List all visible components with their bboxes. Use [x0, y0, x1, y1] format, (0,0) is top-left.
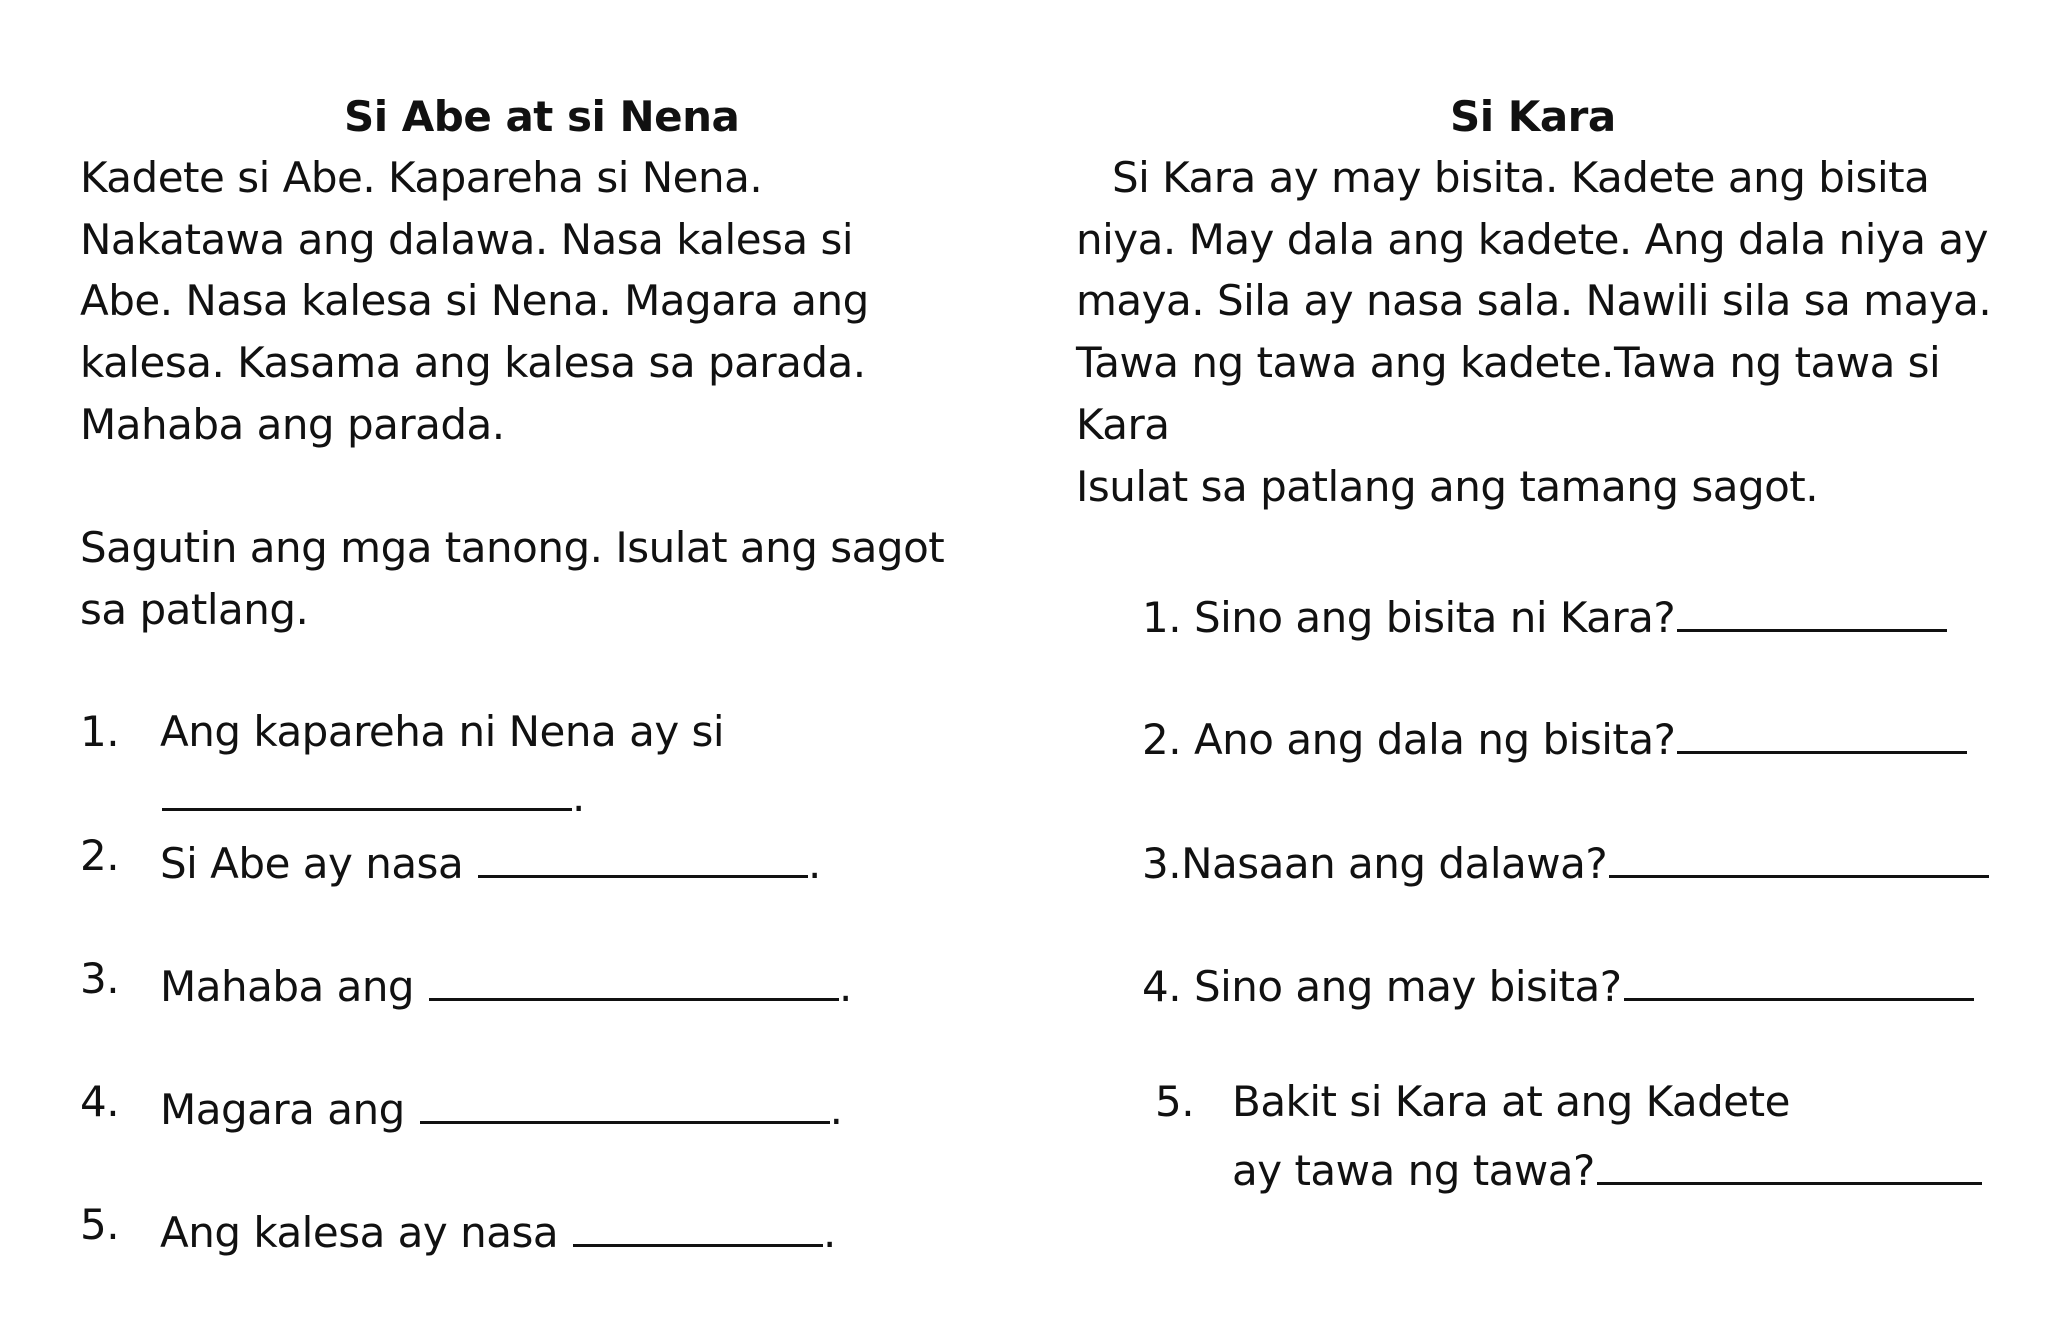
left-instruction-line: Sagutin ang mga tanong. Isulat ang sagot [80, 523, 945, 572]
left-question-line [160, 835, 821, 888]
left-title: Si Abe at si Nena [344, 92, 740, 141]
left-question-answer-line [160, 768, 585, 821]
right-question-text-cont: ay tawa ng tawa? [1232, 1146, 1595, 1195]
left-question-number: 3. [80, 954, 120, 1003]
right-question-number: 3. [1142, 839, 1182, 888]
answer-blank[interactable] [573, 1204, 823, 1247]
right-instruction: Isulat sa patlang ang tamang sagot. [1076, 462, 1819, 511]
right-question-text: Ano ang dala ng bisita? [1193, 715, 1676, 764]
right-question-line [1142, 835, 1989, 888]
answer-blank[interactable] [1597, 1142, 1982, 1185]
answer-blank[interactable] [478, 835, 808, 878]
right-question-number: 1. [1142, 593, 1182, 642]
answer-blank[interactable] [162, 768, 572, 811]
question-end-period: . [829, 1085, 843, 1134]
left-question-line [160, 958, 852, 1011]
right-question-line [1142, 958, 1974, 1011]
left-question-number: 5. [80, 1200, 120, 1249]
left-question-line [160, 1204, 836, 1257]
right-question-text: Bakit si Kara at ang Kadete [1232, 1077, 1790, 1126]
left-question-text: Magara ang [160, 1085, 405, 1134]
left-story-line: Abe. Nasa kalesa si Nena. Magara ang [80, 276, 869, 325]
question-end-period: . [822, 1208, 836, 1257]
answer-blank[interactable] [1677, 589, 1947, 632]
left-question-text: Ang kalesa ay nasa [160, 1208, 559, 1257]
answer-blank[interactable] [1677, 711, 1967, 754]
right-question-number: 4. [1142, 962, 1182, 1011]
answer-blank[interactable] [1609, 835, 1989, 878]
left-story-line: Nakatawa ang dalawa. Nasa kalesa si [80, 215, 854, 264]
left-instruction-line: sa patlang. [80, 585, 309, 634]
right-title: Si Kara [1450, 92, 1616, 141]
left-question-number: 4. [80, 1077, 120, 1126]
answer-blank[interactable] [429, 958, 839, 1001]
right-question-line [1232, 1142, 1982, 1195]
question-end-period: . [808, 839, 821, 888]
right-story-line: niya. May dala ang kadete. Ang dala niya ay [1076, 215, 1988, 264]
left-question-line [160, 1081, 843, 1134]
left-story-line: Mahaba ang parada. [80, 400, 505, 449]
right-question-line [1142, 711, 1967, 764]
answer-blank[interactable] [1624, 958, 1974, 1001]
right-story-line: Tawa ng tawa ang kadete.Tawa ng tawa si [1076, 338, 1941, 387]
left-story-line: kalesa. Kasama ang kalesa sa parada. [80, 338, 866, 387]
right-question-text: Sino ang may bisita? [1193, 962, 1622, 1011]
right-question-number: 2. [1142, 715, 1182, 764]
right-story-line: maya. Sila ay nasa sala. Nawili sila sa maya. [1076, 276, 1992, 325]
right-story-line: Kara [1076, 400, 1170, 449]
right-story-line: Si Kara ay may bisita. Kadete ang bisita [1112, 153, 1930, 202]
left-story-line: Kadete si Abe. Kapareha si Nena. [80, 153, 763, 202]
left-question-text: Si Abe ay nasa [160, 839, 464, 888]
left-question-text: Ang kapareha ni Nena ay si [160, 707, 725, 756]
right-question-number: 5. [1155, 1077, 1195, 1126]
right-question-line [1142, 589, 1947, 642]
left-question-text: Mahaba ang [160, 962, 415, 1011]
left-question-number: 1. [80, 707, 120, 756]
question-end-period: . [838, 962, 852, 1011]
right-question-text: Sino ang bisita ni Kara? [1193, 593, 1676, 642]
answer-blank[interactable] [420, 1081, 830, 1124]
left-question-number: 2. [80, 831, 120, 880]
question-end-period: . [572, 772, 585, 821]
right-question-text: Nasaan ang dalawa? [1181, 839, 1608, 888]
